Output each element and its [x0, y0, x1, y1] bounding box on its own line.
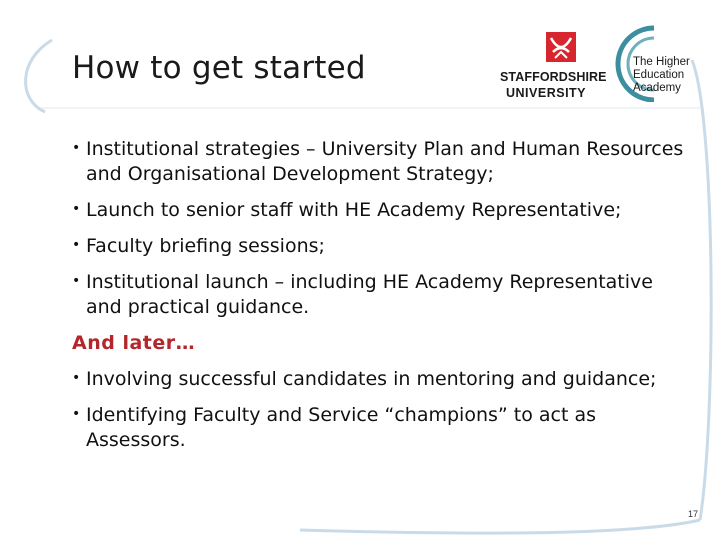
bullet-icon: •: [72, 406, 81, 422]
bullet-icon: •: [72, 370, 81, 386]
bullet-icon: •: [72, 237, 81, 253]
bullet-item: [72, 137, 692, 187]
bullet-icon: •: [72, 201, 81, 217]
slide-title: How to get started: [72, 50, 366, 86]
bullet-text: Launch to senior staff with HE Academy Representative;: [86, 199, 622, 221]
bullet-icon: •: [72, 140, 81, 156]
bullet-item: [72, 367, 692, 392]
slide-content: [72, 137, 692, 464]
hea-logo-line1: The Higher: [633, 56, 690, 68]
bullet-item: [72, 234, 692, 259]
hea-logo-line3: Academy: [633, 82, 681, 94]
staffordshire-logo-subtext: UNIVERSITY: [506, 86, 587, 100]
bullet-text: Institutional launch – including HE Academy Representative and practical guidance.: [86, 271, 653, 318]
bullet-text: Involving successful candidates in mentoring and guidance;: [86, 368, 657, 390]
bullet-text: Faculty briefing sessions;: [86, 235, 325, 257]
bullet-item: [72, 403, 692, 453]
hea-logo-line2: Education: [633, 69, 685, 81]
bullet-item: [72, 198, 692, 223]
page-number: 17: [688, 509, 699, 519]
staffordshire-logo-text: STAFFORDSHIRE: [500, 70, 607, 84]
subheading: And later…: [72, 332, 196, 354]
bullet-text: Institutional strategies – University Plan and Human Resources and Organisational Development Strategy;: [86, 138, 684, 185]
bullet-icon: •: [72, 273, 81, 289]
bullet-text: Identifying Faculty and Service “champions” to act as Assessors.: [86, 404, 597, 451]
bullet-item: [72, 270, 692, 320]
